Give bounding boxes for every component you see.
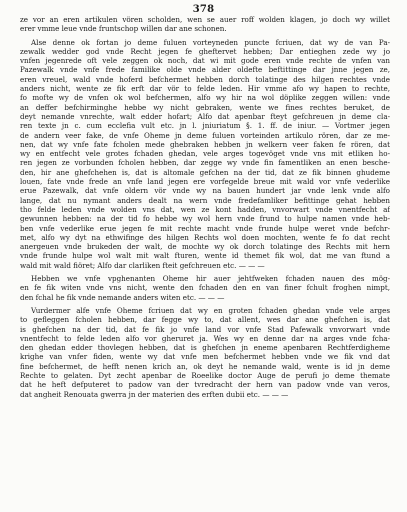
text-line: den fchal he fik vnde nemande anders witen etc. — — — <box>20 292 225 302</box>
text-line: en fe fik witen vnde vns nicht, wente den fchaden den en van finer fchult froghen nimpt, <box>20 283 390 293</box>
paragraph <box>20 274 390 302</box>
text-line: ben vnfe vederlike erue jegen fe mit rechte macht vnde frunde hulpe weret vnde befchr- <box>20 223 390 233</box>
text-line: louen, fate vnde frede an vnfe land jegen ere vorfegelde breue mit wald vor vnfe vederlike <box>20 177 390 187</box>
text-line: vnde frunde hulpe wol walt mit walt fturen, wente id themet fik wol, dat me van ftund a <box>20 251 390 261</box>
text-line: nen, dat wy vnfe fate fcholen mede ghebraken hebben jn welkern veer faken fe rören, dat <box>20 139 390 149</box>
text-line: gewunnen hebben: na der tid fo hebbe wy wol hern vnde frund to hulpe namen vnde heb- <box>20 214 390 224</box>
text-line: Alse denne ok fortan jo deme fuluen vorteyneden puncte fcriuen, dat wy de van Pa- <box>31 37 390 47</box>
paragraph <box>20 38 390 270</box>
text-line: dat angheit Renouata gwerra jn der materien des erften dubii etc. — — — <box>20 389 289 399</box>
text-line: vnfen jegenrede oft vele zeggen ok noch, dat wi mit gode eren vnde rechte de vnfen van <box>20 56 390 66</box>
text-line: vnentfecht to felde leden alfo vor gheruret ja. Wes wy en denne dar na arges vnde fcha- <box>20 333 390 343</box>
body-text <box>20 15 390 399</box>
text-line: ren texte jn c. cum ecclefia vult etc. jn l. jniuriatum §. 1. ff. de iniur. — Vortmer jegen <box>20 121 390 131</box>
text-line: Rechte to gelaten. Dyt zecht apenbar de Roeelike doctor Auge de perufi jo deme themate <box>20 370 390 380</box>
text-line: Vurdermer alfe vnfe Oheme fcriuen dat wy en groten fchaden ghedan vnde vele arges <box>31 305 390 315</box>
text-line: de andern veer fake, de vnfe Oheme jn deme fuluen vorteinden artikulo rören, dar ze me- <box>20 130 390 140</box>
text-line: to gefleggen fcholen hebben, dar fegge wy to, dat allent, wes dar ane ghefchen is, dat <box>20 315 390 325</box>
text-line: den ghedan edder thovlegen hebben, dat is ghefchen jn eneme apenbaren Rechtferdigheme <box>20 343 390 353</box>
text-line: Hebben we vnfe vpghenanten Oheme hir auer jehtfweken fchaden nauen des mög- <box>31 274 390 284</box>
text-line: erue Pazewalk, dat vnfe oldern vör vnde wy na bauen hundert jar vnde lenk vnde alfo <box>20 186 390 196</box>
text-line: den, hir ane ghefchehen is, dat is altomale gefchen na der tid, dat ze fik binnen ghudeme <box>20 167 390 177</box>
text-line: Pazewalk vnde vnfe frede familike olde vnde alder oldefte beftittinge dar jnne jegen ze, <box>20 65 390 75</box>
text-line: an deffer befchirminghe hebbe wy nicht gebraken, wente we fines rechtes beruket, de <box>20 102 390 112</box>
paragraph <box>20 15 390 34</box>
text-line: lange, dat nu nymant anders dealt na wern vnde fredefamliker befittinge gehat hebben <box>20 195 390 205</box>
text-line: anders nicht, wente ze fik erft dar vör to felde leden. Hir vmme afo wy hapen to rechte, <box>20 84 390 94</box>
text-line: erer vmme leue vnde fruntschop willen dar ane schonen. <box>20 24 227 34</box>
text-line: ren jegen ze vorbunden fcholen hebben, dar zegge wy vnde fin famentliken an enen besche- <box>20 158 390 168</box>
page-number: 378 <box>192 4 215 15</box>
text-line: deyt nemande vnrechte, walt edder hofart; Alfo dat apenbar fteyt gefchreuen jn deme cla- <box>20 111 390 121</box>
paragraph <box>20 306 390 399</box>
text-line: is ghefchen na der tid, dat fe fik jo vnfe land vor vnfe Stad Pafewalk vnvorwart vnde <box>20 324 390 334</box>
text-line: wald mit wald fiöret; Alfo dar clarliken fteit gefchreuen etc. — — — <box>20 260 265 270</box>
text-line: dat he heft defputeret to padow van der tvredracht der hern van padow vnde van veros, <box>20 380 390 390</box>
text-line: anergeuen vnde brukeden der walt, de mochte wy ok dorch tolatinge des Rechts mit hern <box>20 242 390 252</box>
text-line: ze vor an eren artikulen vören scholden, wen se auer roff wolden klagen, jo doch wy willet <box>20 15 390 24</box>
text-line: fine befchermet, de hefft nenen krich an, ok deyt he nemande wald, wente is id jn deme <box>20 361 390 371</box>
text-line: tho felde leden vnde wolden vns dat, wen ze kont hadden, vnvorwart vnde vnentfecht af <box>20 204 390 214</box>
text-line: eren vreuel, wald vnde hoferd befchermet hebben dorch tolatinge des hilgen rechtes vnde <box>20 74 390 84</box>
text-line: wy en entfecht vele grotes fchaden ghedan, vele arges togevöget vnde vns mit etliken ho- <box>20 149 390 159</box>
text-line: zewalk wedder god vnde Recht jegen fe gheftervet hebben; Dar entieghen zede wy jo <box>20 46 390 56</box>
text-line: met, alfo wy dyt na ethwifinge des hilgen Rechts wol doen mochten, wente fe fo dat recht <box>20 232 390 242</box>
text-line: krighe van vnfer fiden, wente wy dat vnfe men befchermet hebben vnde we fik vnd dat <box>20 352 390 362</box>
text-line: fo mofte wy de vnfen ok wol befchermen, alfo wy hir na wol döplike zeggen willen: vnde <box>20 93 390 103</box>
